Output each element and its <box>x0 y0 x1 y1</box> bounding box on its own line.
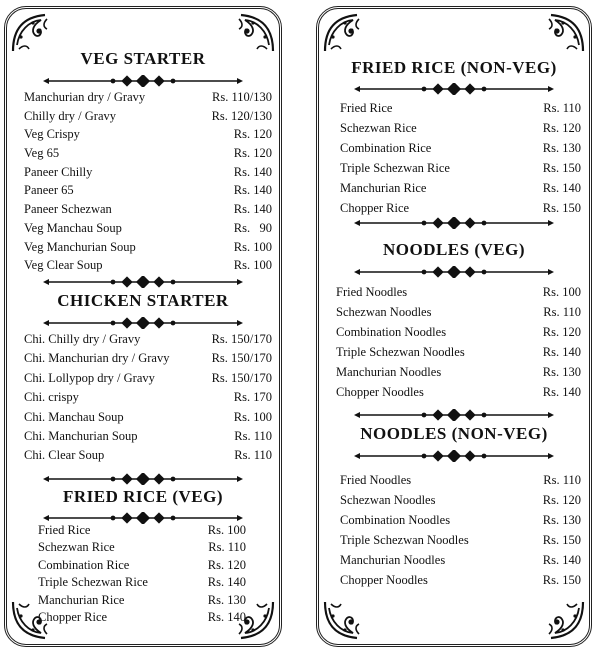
menu-item-price: Rs. 120 <box>542 121 581 135</box>
menu-item-name: Combination Rice <box>340 141 432 155</box>
menu-item-name: Schezwan Noodles <box>340 493 436 507</box>
menu-item-row <box>340 510 581 530</box>
menu-item-row <box>340 118 581 138</box>
menu-item-name: Schezwan Rice <box>38 540 115 555</box>
menu-item-price: Rs. 150 <box>542 161 581 175</box>
menu-item-price: Rs. 140 <box>233 164 272 179</box>
menu-item-name: Chi. Manchurian dry / Gravy <box>24 351 170 366</box>
menu-item-name: Chi. Chilly dry / Gravy <box>24 332 141 346</box>
menu-item-price: Rs. 100 <box>207 523 246 537</box>
menu-item-price: Rs. 140 <box>542 553 581 567</box>
section-title-fried-rice-veg: FRIED RICE (VEG) <box>62 487 224 506</box>
menu-item-name: Veg Crispy <box>24 127 80 142</box>
menu-item-name: Paneer Schezwan <box>24 202 112 217</box>
menu-item-price: Rs. 90 <box>233 220 272 235</box>
menu-item-name: Veg 65 <box>24 146 60 161</box>
menu-item-row <box>340 198 581 218</box>
menu-panel-left <box>4 6 282 647</box>
menu-item-price: Rs. 110 <box>543 473 581 487</box>
menu-item-row <box>340 178 581 198</box>
menu-item-name: Schezwan Rice <box>340 121 417 135</box>
noodles-veg-list <box>336 282 581 402</box>
menu-item-price: Rs. 150 <box>542 533 581 547</box>
menu-item-name: Chi. Clear Soup <box>24 448 105 463</box>
menu-item-row <box>336 282 581 302</box>
veg-starter-list <box>24 88 272 275</box>
menu-item-row <box>24 200 272 219</box>
section-title-veg-starter: VEG STARTER <box>80 49 206 68</box>
menu-item-row <box>38 592 246 609</box>
menu-item-row <box>336 302 581 322</box>
menu-item-row <box>38 539 246 556</box>
menu-item-price: Rs. 120 <box>207 557 246 572</box>
menu-item-price: Rs. 140 <box>542 385 581 399</box>
menu-item-row <box>340 530 581 550</box>
corner-ornament-icon <box>321 598 365 642</box>
menu-item-price: Rs. 110 <box>234 448 272 463</box>
corner-ornament-icon <box>321 11 365 55</box>
menu-item-row <box>24 163 272 182</box>
menu-item-row <box>24 349 272 368</box>
menu-item-name: Manchurian Rice <box>38 592 125 607</box>
menu-item-price: Rs. 100 <box>542 285 581 299</box>
menu-item-name: Triple Schezwan Rice <box>340 161 450 175</box>
menu-item-row <box>24 238 272 257</box>
menu-panel-right <box>316 6 592 647</box>
menu-item-row <box>38 574 246 591</box>
menu-item-name: Fried Rice <box>38 523 91 537</box>
menu-item-row <box>24 107 272 126</box>
menu-item-row <box>38 609 246 626</box>
menu-item-row <box>336 382 581 402</box>
menu-item-row <box>340 98 581 118</box>
section-title-fried-rice-nonveg: FRIED RICE (NON-VEG) <box>351 58 557 77</box>
menu-item-row <box>24 219 272 238</box>
fried-rice-veg-list <box>38 522 246 626</box>
menu-item-name: Schezwan Noodles <box>336 305 432 319</box>
menu-item-row <box>24 369 272 388</box>
menu-item-name: Manchurian Noodles <box>340 553 446 567</box>
menu-item-price: Rs. 130 <box>542 513 581 527</box>
menu-item-name: Chopper Noodles <box>336 385 424 399</box>
menu-item-name: Fried Noodles <box>336 285 408 299</box>
menu-item-name: Triple Schezwan Noodles <box>340 533 469 547</box>
section-title-noodles-nonveg: NOODLES (NON-VEG) <box>360 424 548 443</box>
section-divider <box>319 217 589 229</box>
menu-item-price: Rs. 110/130 <box>212 90 272 104</box>
menu-item-price: Rs. 120/130 <box>211 108 272 123</box>
corner-ornament-icon <box>543 11 587 55</box>
menu-item-row <box>340 470 581 490</box>
menu-item-price: Rs. 140 <box>542 181 581 195</box>
menu-item-name: Triple Schezwan Rice <box>38 575 148 590</box>
menu-item-price: Rs. 100 <box>233 409 272 424</box>
menu-item-price: Rs. 150/170 <box>211 370 272 385</box>
fried-rice-nonveg-list <box>340 98 581 218</box>
section-title-noodles-veg: NOODLES (VEG) <box>382 240 526 259</box>
menu-item-row <box>24 388 272 407</box>
section-divider <box>319 450 589 462</box>
menu-item-price: Rs. 140 <box>207 609 246 624</box>
menu-item-price: Rs. 100 <box>233 258 272 273</box>
menu-item-price: Rs. 150 <box>542 201 581 215</box>
menu-item-price: Rs. 130 <box>542 141 581 155</box>
menu-item-name: Chi. Manchurian Soup <box>24 428 138 443</box>
menu-item-row <box>340 570 581 590</box>
menu-item-name: Veg Manchurian Soup <box>24 239 136 254</box>
section-title-chicken-starter: CHICKEN STARTER <box>57 291 229 310</box>
menu-item-price: Rs. 120 <box>233 127 272 142</box>
menu-item-price: Rs. 140 <box>233 202 272 217</box>
menu-item-name: Chi. crispy <box>24 390 79 405</box>
menu-item-name: Fried Rice <box>340 101 393 115</box>
menu-item-price: Rs. 110 <box>208 540 246 555</box>
menu-item-row <box>340 490 581 510</box>
menu-item-name: Chopper Rice <box>38 609 108 624</box>
menu-item-row <box>24 408 272 427</box>
menu-item-price: Rs. 110 <box>543 305 581 319</box>
menu-item-row <box>340 138 581 158</box>
section-divider <box>319 266 589 278</box>
menu-item-price: Rs. 150 <box>542 573 581 587</box>
menu-item-row <box>24 427 272 446</box>
menu-item-price: Rs. 140 <box>233 183 272 198</box>
section-divider <box>319 83 589 95</box>
menu-item-price: Rs. 130 <box>542 365 581 379</box>
menu-item-name: Chopper Noodles <box>340 573 428 587</box>
menu-item-name: Chi. Manchau Soup <box>24 409 124 424</box>
menu-item-row <box>340 550 581 570</box>
menu-item-price: Rs. 150/170 <box>211 332 272 346</box>
menu-item-row <box>24 181 272 200</box>
menu-item-row <box>24 144 272 163</box>
menu-item-name: Combination Noodles <box>336 325 447 339</box>
section-divider <box>319 409 589 421</box>
menu-item-row <box>336 362 581 382</box>
section-divider <box>7 317 279 329</box>
menu-item-price: Rs. 130 <box>207 592 246 607</box>
menu-item-name: Fried Noodles <box>340 473 412 487</box>
section-divider <box>7 473 279 485</box>
menu-item-row <box>24 330 272 349</box>
menu-item-row <box>24 256 272 275</box>
menu-item-name: Manchurian Noodles <box>336 365 442 379</box>
section-divider <box>7 276 279 288</box>
menu-item-name: Veg Clear Soup <box>24 258 103 273</box>
menu-item-price: Rs. 110 <box>543 101 581 115</box>
menu-item-name: Chopper Rice <box>340 201 410 215</box>
menu-item-name: Veg Manchau Soup <box>24 220 122 235</box>
menu-item-name: Chilly dry / Gravy <box>24 108 117 123</box>
menu-item-row <box>336 342 581 362</box>
menu-item-price: Rs. 140 <box>542 345 581 359</box>
menu-item-name: Paneer Chilly <box>24 164 93 179</box>
menu-item-price: Rs. 140 <box>207 575 246 590</box>
menu-item-row <box>24 125 272 144</box>
menu-item-price: Rs. 120 <box>233 146 272 161</box>
menu-item-name: Manchurian dry / Gravy <box>24 90 146 104</box>
menu-item-name: Combination Rice <box>38 557 130 572</box>
menu-item-price: Rs. 170 <box>233 390 272 405</box>
menu-item-name: Combination Noodles <box>340 513 451 527</box>
menu-item-name: Paneer 65 <box>24 183 74 198</box>
menu-item-name: Chi. Lollypop dry / Gravy <box>24 370 155 385</box>
menu-item-row <box>340 158 581 178</box>
menu-item-name: Manchurian Rice <box>340 181 427 195</box>
menu-item-row <box>336 322 581 342</box>
menu-item-price: Rs. 120 <box>542 493 581 507</box>
menu-item-row <box>24 446 272 465</box>
menu-item-row <box>24 88 272 107</box>
menu-item-row <box>38 522 246 539</box>
chicken-starter-list <box>24 330 272 466</box>
menu-item-name: Triple Schezwan Noodles <box>336 345 465 359</box>
menu-item-price: Rs. 100 <box>233 239 272 254</box>
menu-item-price: Rs. 120 <box>542 325 581 339</box>
corner-ornament-icon <box>543 598 587 642</box>
menu-item-row <box>38 557 246 574</box>
menu-item-price: Rs. 150/170 <box>211 351 272 366</box>
noodles-nonveg-list <box>340 470 581 590</box>
menu-item-price: Rs. 110 <box>234 428 272 443</box>
section-divider <box>7 75 279 87</box>
